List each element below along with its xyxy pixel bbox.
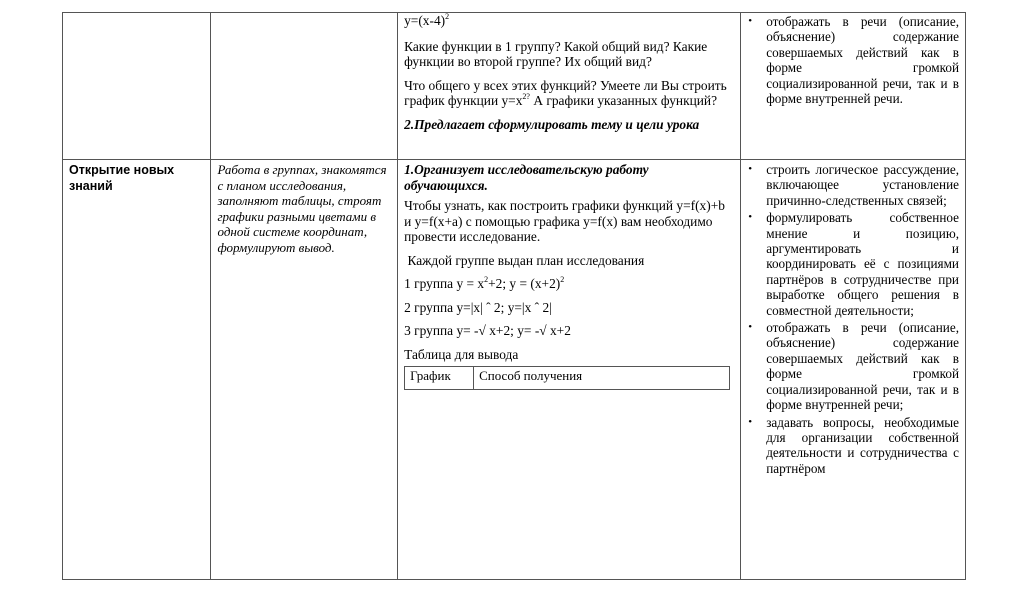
- group-1-exponent-2: 2: [560, 275, 565, 284]
- table-header-method: Способ получения: [474, 367, 730, 390]
- list-item-text: отображать в речи (описание, объяснение) содержание совершаемых действий как в форме громкой социализированной речи, так и в форме внутренней речи;: [766, 320, 959, 413]
- bullet-icon: •: [748, 15, 753, 27]
- list-item: [743, 320, 959, 412]
- conclusion-table: [404, 366, 730, 390]
- group-2-task: 2 группа y=|x| ˆ 2; y=|x ˆ 2|: [404, 299, 552, 315]
- question-common: [404, 78, 735, 109]
- stage-cell: [63, 13, 211, 160]
- list-item: [743, 14, 959, 106]
- list-item-text: отображать в речи (описание, объяснение) содержание совершаемых действий как в форме громкой социализированной речи, так и в форме внутренней речи.: [766, 14, 959, 107]
- list-item: [743, 162, 959, 208]
- student-activity-cell: [211, 160, 398, 580]
- teacher-activity-cell: [398, 13, 741, 160]
- bullet-icon: •: [748, 211, 753, 224]
- list-item: [743, 210, 959, 318]
- group-3-task: 3 группа y= -√ x+2; y= -√ x+2: [404, 323, 571, 338]
- conclusion-table-title: Таблица для вывода: [404, 346, 519, 362]
- bullet-icon: •: [748, 163, 753, 175]
- group-1-task: [404, 276, 735, 292]
- formula-exponent: 2: [445, 12, 450, 21]
- task-formulate-topic: 2.Предлагает сформулировать тему и цели урока: [404, 116, 700, 132]
- group-1-text-2: +2; y = (x+2): [488, 276, 561, 291]
- group-1-text: 1 группа y = x: [404, 276, 485, 291]
- research-intro: Чтобы узнать, как построить графики функций y=f(x)+b и y=f(x+a) с помощью графика y=f(x) вам необходимо провести исследование.: [404, 198, 725, 244]
- uud-list: [743, 14, 959, 106]
- bullet-icon: •: [748, 415, 753, 428]
- uud-cell: [741, 13, 966, 160]
- list-item-text: формулировать собственное мнение и позицию, аргументировать и координировать её с позициями партнёров в сотрудничестве при выработке общего решения в совместной деятельности;: [766, 210, 959, 318]
- uud-cell: [741, 160, 966, 580]
- question-groups: Какие функции в 1 группу? Какой общий вид? Какие функции во второй группе? Их общий вид?: [404, 38, 708, 69]
- table-row: [63, 13, 966, 160]
- list-item-text: задавать вопросы, необходимые для организации собственной деятельности и сотрудничества с партнёром: [766, 414, 959, 476]
- list-item-text: строить логическое рассуждение, включающее установление причинно-следственных связей;: [766, 162, 959, 208]
- research-plan: Каждой группе выдан план исследования: [404, 252, 645, 268]
- question-common-text: Что общего у всех этих функций? Умеете ли Вы строить график функции y=x: [404, 77, 727, 108]
- stage-title: Открытие новых знаний: [69, 163, 175, 193]
- question-common-exponent: 2?: [522, 92, 530, 101]
- table-header-graph: График: [405, 367, 474, 390]
- bullet-icon: •: [748, 321, 753, 334]
- stage-cell: [63, 160, 211, 580]
- student-activity-cell: [211, 13, 398, 160]
- lesson-plan-table: [62, 12, 966, 580]
- lesson-table-page: [62, 12, 966, 580]
- uud-list: [743, 162, 959, 476]
- formula-text: y=(x-4): [404, 13, 446, 28]
- table-row: [63, 160, 966, 580]
- research-heading: 1.Организует исследовательскую работу обучающихся.: [404, 162, 649, 193]
- teacher-activity-cell: [398, 160, 741, 580]
- group-1-exponent: 2: [484, 275, 489, 284]
- table-row: [405, 367, 730, 390]
- question-common-tail: А графики указанных функций?: [529, 93, 718, 108]
- student-activity-text: Работа в группах, знакомятся с планом исследования, заполняют таблицы, строят графики разными цветами в одной системе координат, формулируют вывод.: [217, 162, 387, 255]
- list-item: [743, 415, 959, 477]
- formula-line: [404, 13, 735, 29]
